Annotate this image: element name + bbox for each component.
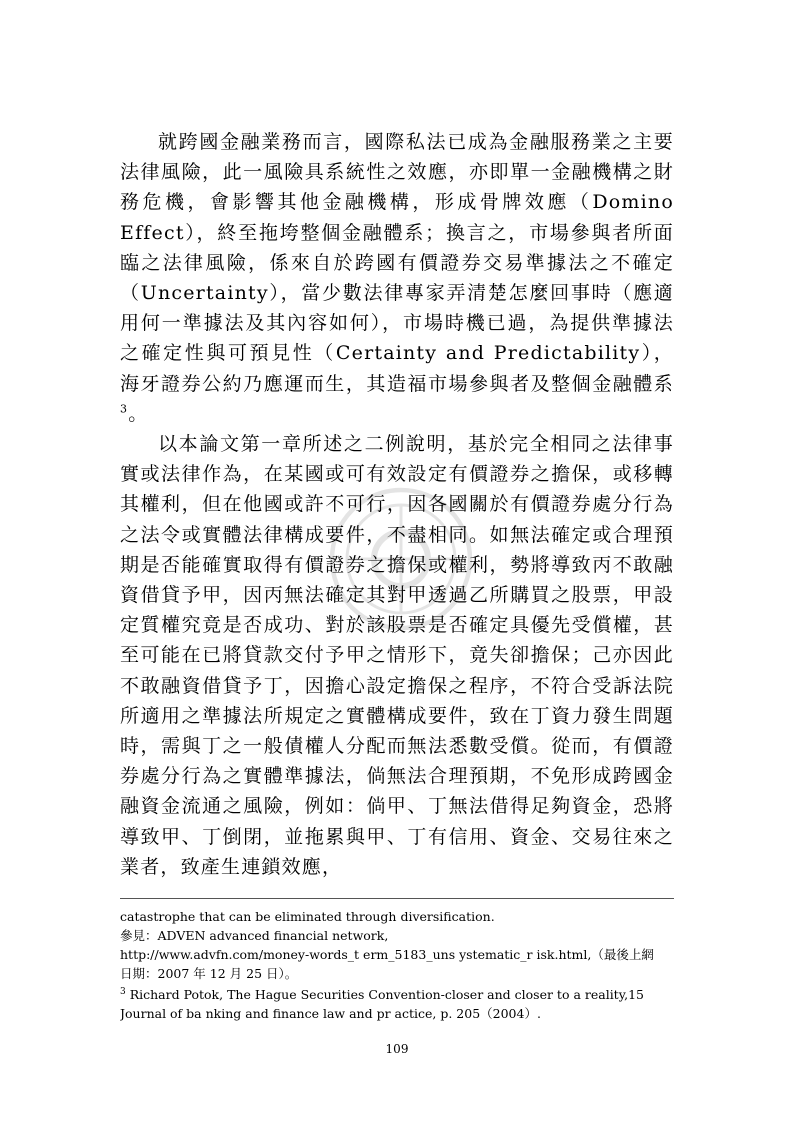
footnote-url-line: http://www.advfn.com/money-words_t erm_5183_uns ystematic_r isk.html,（最後上網	[120, 947, 654, 962]
footnotes	[120, 907, 676, 1023]
paragraph-1-text: 就跨國金融業務而言，國際私法已成為金融服務業之主要法律風險，此一風險具系統性之效應，亦即單一金融機構之財務危機，會影響其他金融機構，形成骨牌效應（Domino Effect），終至拖垮整個金融體系；換言之，市場參與者所面臨之法律風險，係來自於跨國有價證券交易準據法之不確定（Uncertainty），當少數法律專家弄清楚怎麼回事時（應適用何一準據法及其內容如何），市場時機已過，為提供準據法之確定性與可預見性（Certainty and Predictability），海牙證券公約乃應運而生，其造福市場參與者及整個金融體系	[120, 131, 674, 395]
footnote-date-line: 日期：2007 年 12 月 25 日）。	[120, 966, 298, 981]
paragraph-1	[120, 127, 674, 429]
page-number: 109	[385, 1042, 409, 1056]
footnote-ref-3: 3	[120, 402, 129, 416]
footnote-3-text: Richard Potok, The Hague Securities Convention-closer and closer to a reality,15 Journal of ba nking and finance law and pr actice, p. 205（2004）.	[120, 987, 644, 1022]
paragraph-1-end: 。	[128, 402, 149, 425]
footnote-3-number: 3	[120, 987, 126, 997]
footnote-reference-line: 參見：ADVEN advanced financial network,	[120, 928, 389, 943]
main-body-text	[120, 127, 674, 882]
footnote-continuation-line: catastrophe that can be eliminated through diversification.	[120, 909, 495, 924]
paragraph-2: 以本論文第一章所述之二例說明，基於完全相同之法律事實或法律作為，在某國或可有效設定有價證券之擔保，或移轉其權利，但在他國或許不可行，因各國關於有價證券處分行為之法令或實體法律構成要件，不盡相同。如無法確定或合理預期是否能確實取得有價證券之擔保或權利，勢將導致丙不敢融資借貸予甲，因丙無法確定其對甲透過乙所購買之股票，甲設定質權究竟是否成功、對於該股票是否確定具優先受償權，甚至可能在已將貸款交付予甲之情形下，竟失卻擔保；己亦因此不敢融資借貸予丁，因擔心設定擔保之程序，不符合受訴法院所適用之準據法所規定之實體構成要件，致在丁資力發生問題時，需與丁之一般債權人分配而無法悉數受償。從而，有價證券處分行為之實體準據法，倘無法合理預期，不免形成跨國金融資金流通之風險，例如：倘甲、丁無法借得足夠資金，恐將導致甲、丁倒閉，並拖累與甲、丁有信用、資金、交易往來之業者，致產生連鎖效應，	[120, 433, 674, 878]
footnote-3	[120, 983, 676, 1023]
footnote-divider	[120, 898, 674, 899]
